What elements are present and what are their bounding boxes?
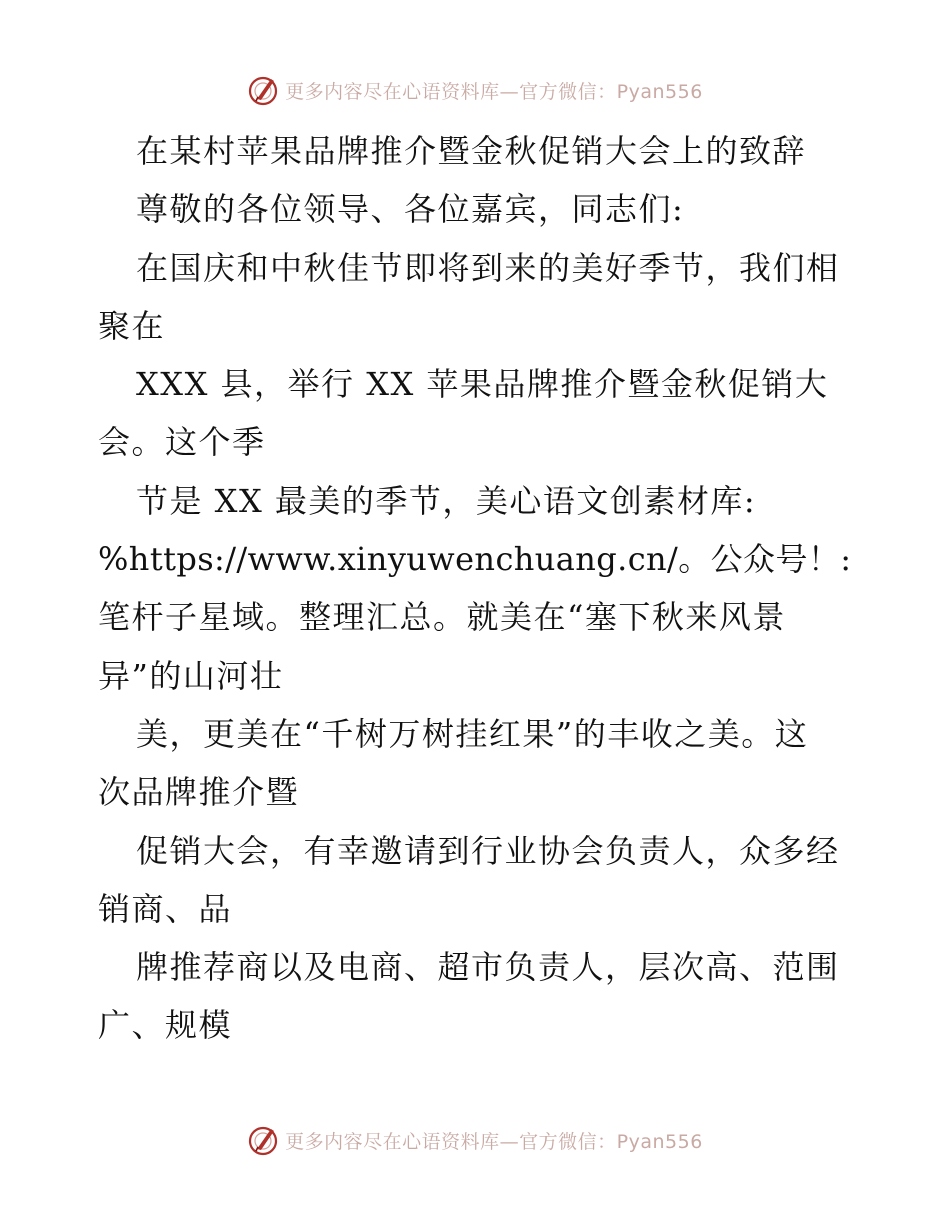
doc-line: 次品牌推介暨	[98, 773, 300, 812]
doc-line: 销商、品	[98, 889, 233, 928]
doc-line: 聚在	[98, 306, 166, 345]
doc-line: 在国庆和中秋佳节即将到来的美好季节，我们相	[136, 248, 840, 287]
doc-line: 广、规模	[98, 1006, 233, 1045]
doc-line: XXX 县，举行 XX 苹果品牌推介暨金秋促销大	[136, 365, 829, 404]
quill-pen-logo-icon	[247, 73, 281, 107]
banner-contact: 官方微信：Pyan556	[519, 1130, 703, 1153]
doc-line: 促销大会，有幸邀请到行业协会负责人，众多经	[136, 831, 840, 870]
banner-contact: 官方微信：Pyan556	[519, 80, 703, 103]
banner-text: 更多内容尽在心语资料库—	[285, 1130, 520, 1153]
doc-line: 会。这个季	[98, 423, 266, 462]
doc-line: 节是 XX 最美的季节，美心语文创素材库:	[136, 481, 757, 520]
doc-line: 美，更美在“千树万树挂红果”的丰收之美。这	[136, 714, 809, 753]
footer-banner	[0, 1120, 950, 1160]
header-banner	[0, 70, 950, 110]
document-body	[98, 122, 858, 1055]
doc-title: 在某村苹果品牌推介暨金秋促销大会上的致辞	[136, 132, 807, 170]
banner-text: 更多内容尽在心语资料库—	[285, 80, 520, 103]
doc-line: 牌推荐商以及电商、超市负责人，层次高、范围	[136, 948, 840, 987]
doc-line: 笔杆子星域。整理汇总。就美在“塞下秋来风景	[98, 598, 786, 637]
doc-salutation: 尊敬的各位领导、各位嘉宾，同志们:	[136, 190, 685, 229]
doc-line: 异”的山河壮	[98, 656, 284, 695]
quill-pen-logo-icon	[247, 1123, 281, 1157]
doc-line-url: %https://www.xinyuwenchuang.cn/。公众号！:	[98, 540, 852, 579]
